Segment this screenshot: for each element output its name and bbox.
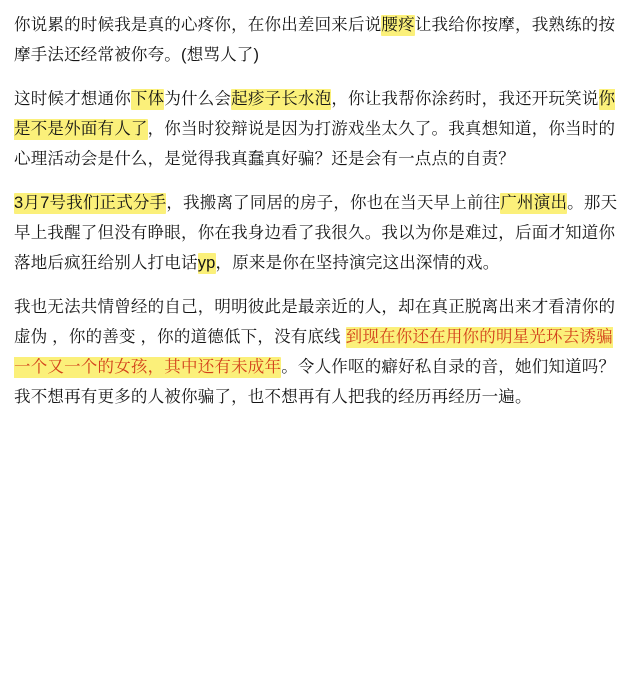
paragraph-2 [14,84,619,174]
highlighted-text-run: 腰疼 [381,16,415,34]
text-run: 这时候才想通你 [14,90,131,108]
text-run: 你说累的时候我是真的心疼你，在你出差回来后说 [14,16,382,34]
paragraph-1 [14,10,619,70]
text-run: 。令人作呕的癖好私自录的音，她们知道吗？我不想再有更多的人被你骗了，也不想再有人把我的经历再经历一遍。 [14,358,616,406]
paragraph-4 [14,292,619,412]
highlighted-text-run: 广州演出 [500,194,568,212]
text-run: ，你当时狡辩说是因为打游戏坐太久了。我真想知道，你当时的心理活动会是什么，是觉得我真蠢真好骗？还是会有一点点的自责？ [14,120,616,168]
text-run: ，我搬离了同居的房子，你也在当天早上前往 [166,194,501,212]
text-run: ，原来是你在坚持演完这出深情的戏。 [215,254,500,272]
text-run: 我也无法共情曾经的自己，明明彼此是最亲近的人，却在真正脱离出来才看清你的虚伪 ，你的善变 ，你的道德低下，没有底线 [14,298,616,346]
emphasized-highlighted-text-run: 到现在你还在用你的明星光环去诱骗一个又一个的女孩，其中还有未成年 [14,328,613,376]
text-run: 。那天早上我醒了但没有睁眼，你在我身边看了我很久。我以为你是难过，后面才知道你落地后疯狂给别人打电话 [14,194,618,272]
highlighted-text-run: 下体 [130,90,165,108]
highlighted-text-run: 你是不是外面有人了 [14,90,616,138]
text-run: ，你让我帮你涂药时，我还开玩笑说 [331,90,599,108]
text-run: 让我给你按摩，我熟练的按摩手法还经常被你夸。(想骂人了) [14,16,616,64]
paragraph-3 [14,188,619,278]
highlighted-text-run: 起疹子长水泡 [231,90,332,108]
highlighted-text-run: yp [197,254,216,272]
text-run: 为什么会 [164,90,232,108]
highlighted-text-run: 3月7号我们正式分手 [14,194,167,212]
